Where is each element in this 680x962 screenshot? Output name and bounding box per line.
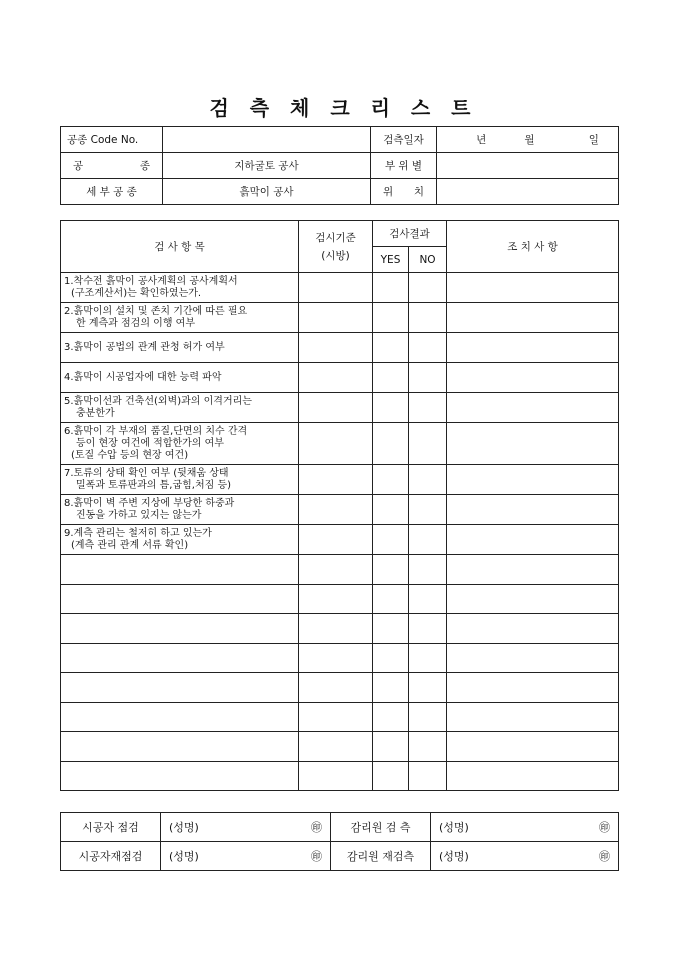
- standard-cell[interactable]: [299, 584, 373, 614]
- item-line: (계측 관리 관계 서류 확인): [71, 540, 189, 551]
- item-line: 4.흙막이 시공업자에 대한 능력 파악: [64, 372, 222, 383]
- checklist-table: [60, 220, 619, 791]
- yes-cell[interactable]: [373, 732, 409, 762]
- yes-cell[interactable]: [373, 673, 409, 703]
- action-cell[interactable]: [447, 465, 619, 495]
- item-line: 9.계측 관리는 철저히 하고 있는가: [64, 528, 212, 539]
- location-label: [371, 179, 437, 205]
- work-code-label: 공종 Code No.: [61, 127, 163, 153]
- yes-cell[interactable]: [373, 423, 409, 465]
- col-action-header: 조 치 사 항: [447, 221, 619, 273]
- no-cell[interactable]: [409, 393, 447, 423]
- contractor-recheck-sign[interactable]: [161, 842, 331, 871]
- no-cell[interactable]: [409, 673, 447, 703]
- no-cell[interactable]: [409, 303, 447, 333]
- item-line: 6.흙막이 각 부재의 품질,단면의 치수 간격: [64, 426, 248, 437]
- work-code-field[interactable]: [163, 127, 371, 153]
- date-year-label: 년: [476, 134, 487, 146]
- date-month-label: 월: [524, 134, 535, 146]
- checklist-blank-row: [61, 643, 619, 673]
- no-cell[interactable]: [409, 273, 447, 303]
- checklist-row: [61, 495, 619, 525]
- action-cell[interactable]: [447, 673, 619, 703]
- sign-placeholder: (성명): [169, 850, 199, 863]
- supervisor-check-label: 감리원 검 측: [331, 813, 431, 842]
- item-line: 밀폭과 토류판과의 틈,굽힘,처짐 등): [76, 480, 232, 491]
- item-line: (구조계산서)는 확인하였는가.: [71, 288, 202, 299]
- checklist-blank-row: [61, 584, 619, 614]
- seal-mark: ㊞: [311, 821, 322, 834]
- no-cell[interactable]: [409, 465, 447, 495]
- yes-cell[interactable]: [373, 614, 409, 644]
- standard-cell[interactable]: [299, 273, 373, 303]
- checklist-item-text: [61, 303, 299, 333]
- item-blank-cell[interactable]: [61, 614, 299, 644]
- yes-cell[interactable]: [373, 303, 409, 333]
- action-cell[interactable]: [447, 333, 619, 363]
- item-line: 2.흙막이의 설치 및 존치 기간에 따른 필요: [64, 306, 248, 317]
- col-items-header: 검 사 항 목: [61, 221, 299, 273]
- part-label: 부 위 별: [371, 153, 437, 179]
- item-line: 5.흙막이선과 건축선(외벽)과의 이격거리는: [64, 396, 252, 407]
- standard-cell[interactable]: [299, 643, 373, 673]
- item-blank-cell[interactable]: [61, 732, 299, 762]
- no-cell[interactable]: [409, 363, 447, 393]
- col-standard-line2: (시방): [321, 249, 350, 262]
- action-cell[interactable]: [447, 525, 619, 555]
- checklist-row: [61, 465, 619, 495]
- standard-cell[interactable]: [299, 465, 373, 495]
- action-cell[interactable]: [447, 732, 619, 762]
- supervisor-check-sign[interactable]: [431, 813, 619, 842]
- checklist-row: [61, 393, 619, 423]
- yes-cell[interactable]: [373, 465, 409, 495]
- page-title: 검 측 체 크 리 스 트: [209, 96, 471, 120]
- seal-mark: ㊞: [311, 850, 322, 863]
- checklist-item-text: [61, 495, 299, 525]
- yes-cell[interactable]: [373, 555, 409, 585]
- yes-cell[interactable]: [373, 363, 409, 393]
- inspection-date-label: 검측일자: [371, 127, 437, 153]
- item-blank-cell[interactable]: [61, 555, 299, 585]
- col-standard-line1: 검시기준: [315, 231, 356, 244]
- checklist-item-text: [61, 363, 299, 393]
- no-cell[interactable]: [409, 643, 447, 673]
- standard-cell[interactable]: [299, 333, 373, 363]
- no-cell[interactable]: [409, 614, 447, 644]
- supervisor-recheck-sign[interactable]: [431, 842, 619, 871]
- item-blank-cell[interactable]: [61, 673, 299, 703]
- checklist-row: [61, 303, 619, 333]
- work-type-label: [61, 153, 163, 179]
- item-line: 3.흙막이 공법의 관계 관청 허가 여부: [64, 342, 225, 353]
- seal-mark: ㊞: [599, 821, 610, 834]
- contractor-check-label: 시공자 점검: [61, 813, 161, 842]
- sub-work-label: 세 부 공 종: [61, 179, 163, 205]
- action-cell[interactable]: [447, 584, 619, 614]
- no-cell[interactable]: [409, 333, 447, 363]
- no-cell[interactable]: [409, 423, 447, 465]
- no-cell[interactable]: [409, 732, 447, 762]
- standard-cell[interactable]: [299, 393, 373, 423]
- standard-cell[interactable]: [299, 673, 373, 703]
- item-line: 1.착수전 흙막이 공사계획의 공사계획서: [64, 276, 238, 287]
- no-cell[interactable]: [409, 555, 447, 585]
- action-cell[interactable]: [447, 393, 619, 423]
- standard-cell[interactable]: [299, 702, 373, 732]
- date-day-label: 일: [588, 134, 599, 146]
- no-cell[interactable]: [409, 495, 447, 525]
- standard-cell[interactable]: [299, 423, 373, 465]
- location-label-a: 위: [383, 186, 394, 198]
- col-result-header: 검사결과: [373, 221, 447, 247]
- part-field[interactable]: [437, 153, 619, 179]
- action-cell[interactable]: [447, 423, 619, 465]
- item-blank-cell[interactable]: [61, 643, 299, 673]
- contractor-check-sign[interactable]: [161, 813, 331, 842]
- no-cell[interactable]: [409, 702, 447, 732]
- action-cell[interactable]: [447, 643, 619, 673]
- location-label-b: 치: [413, 186, 424, 198]
- item-line: 8.흙막이 벽 주변 지상에 부당한 하중과: [64, 498, 235, 509]
- no-cell[interactable]: [409, 584, 447, 614]
- checklist-blank-row: [61, 673, 619, 703]
- item-line: 충분한가: [76, 408, 115, 419]
- location-field[interactable]: [437, 179, 619, 205]
- supervisor-recheck-label: 감리원 재검측: [331, 842, 431, 871]
- col-standard-header: [299, 221, 373, 273]
- item-blank-cell[interactable]: [61, 584, 299, 614]
- action-cell[interactable]: [447, 273, 619, 303]
- checklist-row: [61, 333, 619, 363]
- work-type-field[interactable]: 지하굴토 공사: [163, 153, 371, 179]
- standard-cell[interactable]: [299, 303, 373, 333]
- action-cell[interactable]: [447, 555, 619, 585]
- item-line: 한 계측과 점검의 이행 여부: [76, 318, 195, 329]
- standard-cell[interactable]: [299, 614, 373, 644]
- item-blank-cell[interactable]: [61, 761, 299, 791]
- item-blank-cell[interactable]: [61, 702, 299, 732]
- checklist-blank-row: [61, 761, 619, 791]
- item-line: (토질 수압 등의 현장 여건): [71, 450, 189, 461]
- standard-cell[interactable]: [299, 555, 373, 585]
- checklist-row: [61, 273, 619, 303]
- yes-cell[interactable]: [373, 273, 409, 303]
- standard-cell[interactable]: [299, 363, 373, 393]
- checklist-item-text: [61, 333, 299, 363]
- yes-cell[interactable]: [373, 393, 409, 423]
- checklist-item-text: [61, 273, 299, 303]
- inspection-date-field[interactable]: [437, 127, 619, 153]
- checklist-item-text: [61, 393, 299, 423]
- signature-table: [60, 812, 619, 871]
- checklist-blank-row: [61, 555, 619, 585]
- no-cell[interactable]: [409, 525, 447, 555]
- yes-cell[interactable]: [373, 584, 409, 614]
- yes-cell[interactable]: [373, 643, 409, 673]
- yes-cell[interactable]: [373, 525, 409, 555]
- action-cell[interactable]: [447, 363, 619, 393]
- action-cell[interactable]: [447, 303, 619, 333]
- standard-cell[interactable]: [299, 761, 373, 791]
- yes-cell[interactable]: [373, 702, 409, 732]
- contractor-recheck-label: 시공자재점검: [61, 842, 161, 871]
- action-cell[interactable]: [447, 702, 619, 732]
- yes-cell[interactable]: [373, 761, 409, 791]
- col-no-header: NO: [409, 247, 447, 273]
- yes-cell[interactable]: [373, 333, 409, 363]
- sign-placeholder: (성명): [439, 821, 469, 834]
- checklist-item-text: [61, 465, 299, 495]
- action-cell[interactable]: [447, 495, 619, 525]
- checklist-blank-row: [61, 732, 619, 762]
- checklist-row: [61, 363, 619, 393]
- checklist-row: [61, 423, 619, 465]
- item-line: 진동을 가하고 있지는 않는가: [76, 510, 202, 521]
- checklist-blank-row: [61, 702, 619, 732]
- standard-cell[interactable]: [299, 732, 373, 762]
- yes-cell[interactable]: [373, 495, 409, 525]
- work-type-label-a: 공: [73, 160, 84, 172]
- no-cell[interactable]: [409, 761, 447, 791]
- standard-cell[interactable]: [299, 525, 373, 555]
- sign-placeholder: (성명): [169, 821, 199, 834]
- checklist-row: [61, 525, 619, 555]
- col-yes-header: YES: [373, 247, 409, 273]
- checklist-blank-row: [61, 614, 619, 644]
- sub-work-field[interactable]: 흙막이 공사: [163, 179, 371, 205]
- standard-cell[interactable]: [299, 495, 373, 525]
- sign-placeholder: (성명): [439, 850, 469, 863]
- action-cell[interactable]: [447, 761, 619, 791]
- header-info-table: [60, 126, 619, 205]
- item-line: 7.토류의 상태 확인 여부 (뒷채움 상태: [64, 468, 229, 479]
- work-type-label-b: 종: [139, 160, 150, 172]
- item-line: 등이 현장 여건에 적합한가의 여부: [76, 438, 224, 449]
- checklist-item-text: [61, 525, 299, 555]
- seal-mark: ㊞: [599, 850, 610, 863]
- action-cell[interactable]: [447, 614, 619, 644]
- checklist-item-text: [61, 423, 299, 465]
